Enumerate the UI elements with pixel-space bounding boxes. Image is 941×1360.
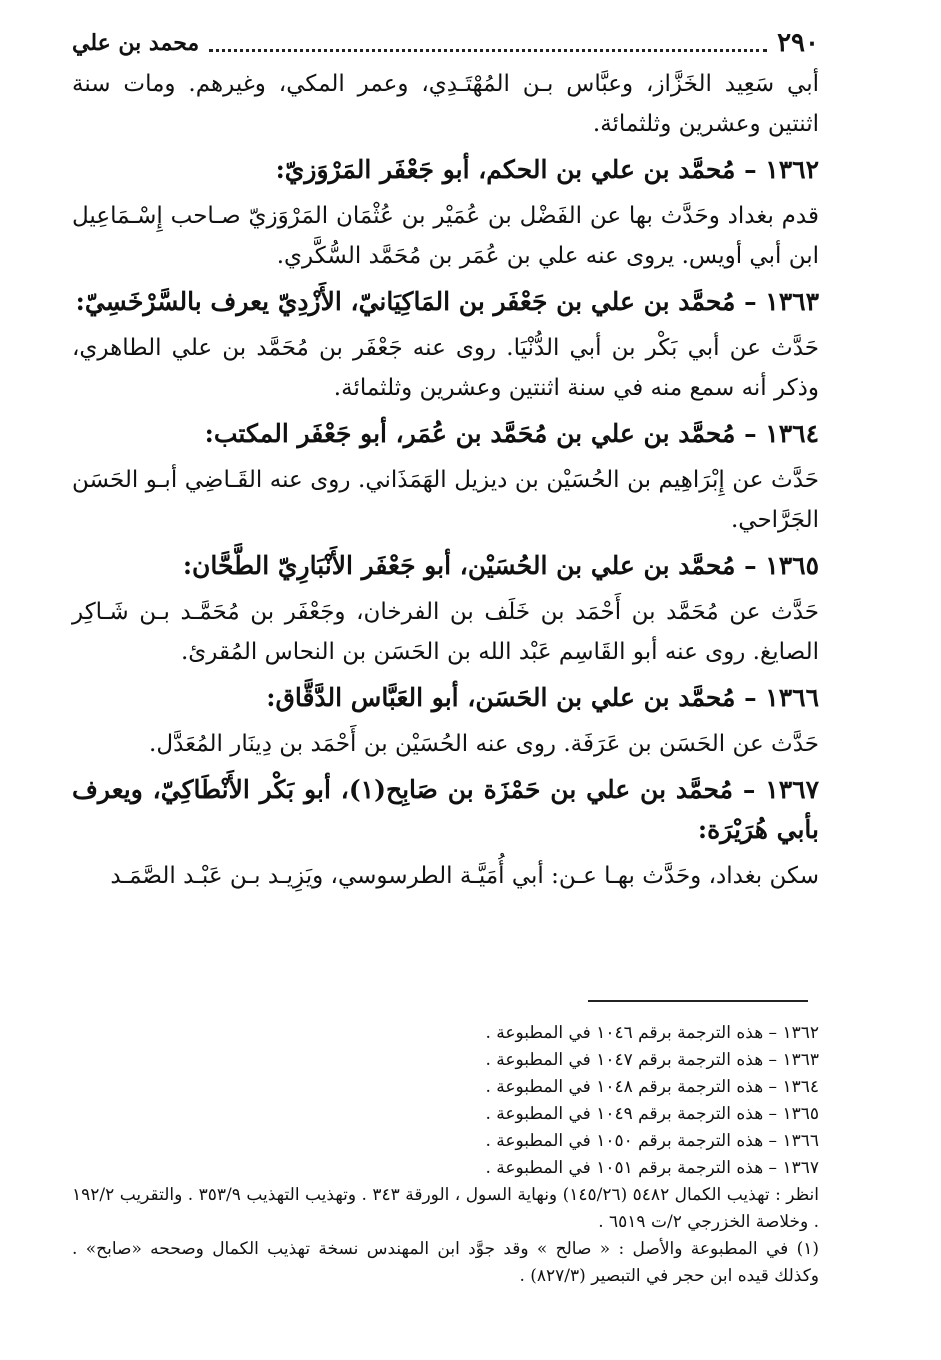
page-header — [72, 26, 819, 60]
entry-heading: ١٣٦٤ – مُحمَّد بن علي بن مُحَمَّد بن عُمَر، أبو جَعْفَر المكتب: — [204, 419, 819, 448]
entry-1363 — [72, 282, 819, 408]
footnote-line: ١٣٦٥ – هذه الترجمة برقم ١٠٤٩ في المطبوعة . — [485, 1104, 819, 1124]
footnote-line: ١٣٦٣ – هذه الترجمة برقم ١٠٤٧ في المطبوعة . — [485, 1050, 819, 1070]
entry-number: ١٣٦٣ — [765, 287, 819, 316]
entry-body: حَدَّث عن مُحَمَّد بن أَحْمَد بن خَلَف بن الفرخان، وجَعْفَر بن مُحَمَّـد بـن شَـاكِر الصايغ. روى عنه أبو القَاسِم عَبْد الله بن الحَسَن بن النحاس المُقرئ. — [72, 599, 819, 665]
entry-heading: ١٣٦٢ – مُحمَّد بن علي بن الحكم، أبو جَعْفَر المَرْوَزيّ: — [275, 155, 819, 184]
running-title: محمد بن علي — [72, 30, 200, 56]
entry-1366 — [72, 678, 819, 764]
footnote-separator — [588, 1000, 808, 1002]
entry-number: ١٣٦٥ — [765, 551, 819, 580]
footnotes — [72, 1020, 819, 1290]
entry-heading: ١٣٦٥ – مُحمَّد بن علي بن الحُسَيْن، أبو جَعْفَر الأَنْبَارِيّ الطَّحَّان: — [182, 551, 819, 580]
entry-number: ١٣٦٦ — [765, 683, 819, 712]
entry-1367 — [72, 770, 819, 896]
entry-number: ١٣٦٢ — [765, 155, 819, 184]
entry-heading: ١٣٦٦ – مُحمَّد بن علي بن الحَسَن، أبو العَبَّاس الدَّقَّاق: — [266, 683, 819, 712]
continuation-paragraph: أبي سَعِيد الخَزَّاز، وعبَّاس بـن المُهْتَـدِي، وعمر المكي، وغيرهم. ومات سنة اثنتين وعشرين وثلثمائة. — [72, 71, 819, 137]
entry-body: سكن بغداد، وحَدَّث بهـا عـن: أبي أُمَيَّـة الطرسوسي، ويَزِيـد بـن عَبْـد الصَّمَـد — [110, 863, 819, 889]
sources-text: انظر : تهذيب الكمال ٥٤٨٢ (١٤٥/٢٦) ونهاية السول ، الورقة ٣٤٣ . وتهذيب التهذيب ٣٥٣/٩ . والتقريب ١٩٢/٢ . وخلاصة الخزرجي ٢/ت ٦٥١٩ . — [72, 1185, 820, 1232]
entry-body: قدم بغداد وحَدَّث بها عن الفَضْل بن عُمَيْر بن عُثْمَان المَرْوَزيّ صـاحب إِسْـمَاعِيل ابن أبي أويس. يروى عنه علي بن عُمَر بن مُحَمَّد السُّكَّري. — [72, 203, 819, 269]
footnote-line: ١٣٦٤ – هذه الترجمة برقم ١٠٤٨ في المطبوعة . — [485, 1077, 819, 1097]
entry-1364 — [72, 414, 819, 540]
entry-body: حَدَّث عن إِبْرَاهِيم بن الحُسَيْن بن ديزيل الهَمَذَاني. روى عنه القَـاضِي أبـو الحَسَن الجَرَّاحي. — [72, 467, 819, 533]
entry-title: مُحمَّد بن علي بن مُحَمَّد بن عُمَر، أبو جَعْفَر المكتب: — [204, 419, 736, 448]
sources-note — [72, 1182, 819, 1290]
footnote-1-text: (١) في المطبوعة والأصل : « صالح » وقد جوَّد ابن المهندس نسخة تهذيب الكمال وصححه «صابح» . وكذلك قيده ابن حجر في التبصير (٨٢٧/٣) . — [72, 1239, 819, 1286]
entry-1362 — [72, 150, 819, 276]
footnote-line: ١٣٦٢ – هذه الترجمة برقم ١٠٤٦ في المطبوعة . — [485, 1023, 819, 1043]
entry-title: مُحمَّد بن علي بن جَعْفَر بن المَاكِيَانيّ، الأَزْدِيّ يعرف بالسَّرْخَسِيّ: — [75, 287, 736, 316]
entry-heading: ١٣٦٧ – مُحمَّد بن علي بن حَمْزَة بن صَابِح(١)، أبو بَكْر الأَنْطَاكِيّ، ويعرف بأبي هُرَيْرَة: — [72, 775, 819, 844]
entry-number: ١٣٦٤ — [765, 419, 819, 448]
entry-1365 — [72, 546, 819, 672]
footnote-line: ١٣٦٧ – هذه الترجمة برقم ١٠٥١ في المطبوعة . — [485, 1158, 819, 1178]
entry-title: مُحمَّد بن علي بن حَمْزَة بن صَابِح(١)، أبو بَكْر الأَنْطَاكِيّ، ويعرف بأبي هُرَيْرَة: — [72, 775, 819, 844]
page-number: ٢٩٠ — [777, 28, 819, 58]
entry-title: مُحمَّد بن علي بن الحكم، أبو جَعْفَر المَرْوَزيّ: — [275, 155, 736, 184]
footnote-line: ١٣٦٦ – هذه الترجمة برقم ١٠٥٠ في المطبوعة . — [485, 1131, 819, 1151]
entry-title: مُحمَّد بن علي بن الحَسَن، أبو العَبَّاس الدَّقَّاق: — [266, 683, 736, 712]
main-text — [72, 64, 819, 896]
entry-body: حَدَّث عن الحَسَن بن عَرَفَة. روى عنه الحُسَيْن بن أَحْمَد بن دِينَار المُعَدَّل. — [149, 731, 819, 757]
entry-number: ١٣٦٧ — [765, 775, 819, 804]
entry-body: حَدَّث عن أبي بَكْر بن أبي الدُّنْيَا. روى عنه جَعْفَر بن مُحَمَّد بن علي الطاهري، وذكر أنه سمع منه في سنة اثنتين وعشرين وثلثمائة. — [72, 335, 819, 401]
entry-heading: ١٣٦٣ – مُحمَّد بن علي بن جَعْفَر بن المَاكِيَانيّ، الأَزْدِيّ يعرف بالسَّرْخَسِيّ: — [75, 287, 819, 316]
entry-title: مُحمَّد بن علي بن الحُسَيْن، أبو جَعْفَر الأَنْبَارِيّ الطَّحَّان: — [182, 551, 736, 580]
header-dot-leader — [209, 35, 767, 52]
